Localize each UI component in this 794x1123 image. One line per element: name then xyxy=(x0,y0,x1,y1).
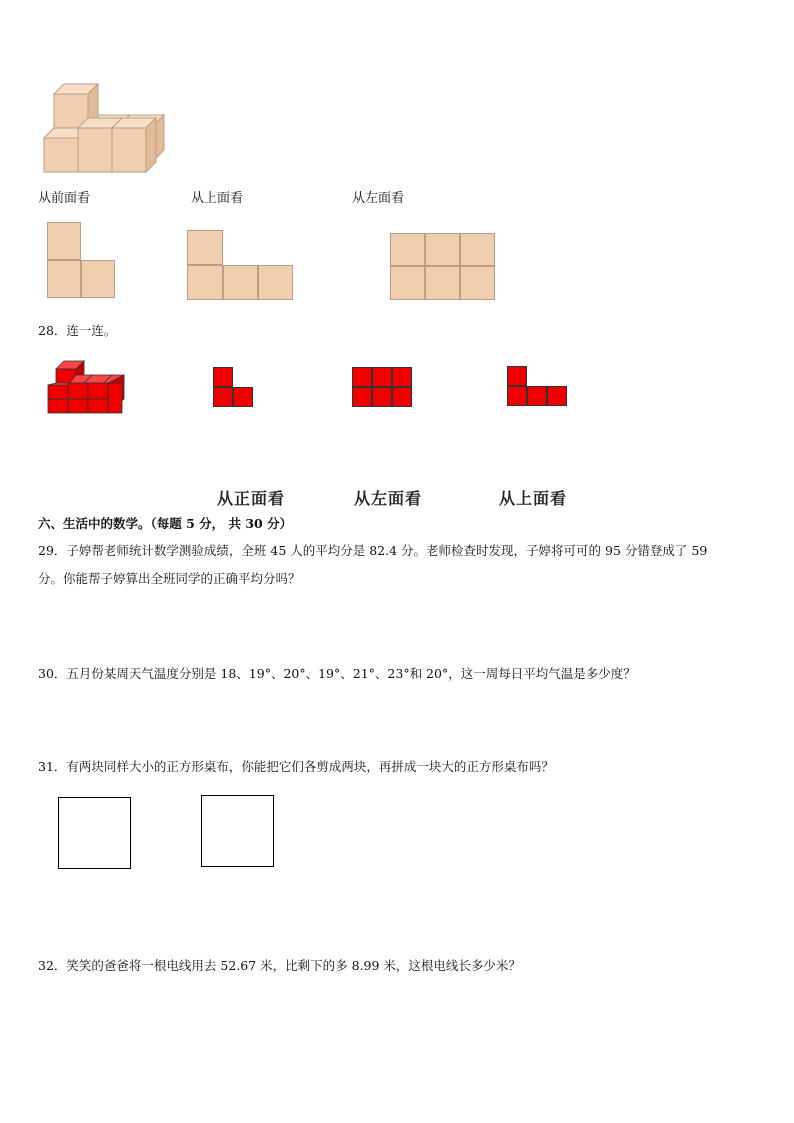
left-view-shape xyxy=(390,233,495,300)
square-tablecloth-2 xyxy=(201,795,274,867)
red-shape-l-small xyxy=(213,367,255,408)
top-view-shape xyxy=(187,230,293,300)
red-shape-l-wide xyxy=(507,366,567,407)
question-31: 31．有两块同样大小的正方形桌布，你能把它们各剪成两块，再拼成一块大的正方形桌布吗？ xyxy=(38,759,554,774)
front-view-shape xyxy=(47,222,117,298)
left-view-label: 从左面看 xyxy=(352,191,405,206)
question-30: 30．五月份某周天气温度分别是 18、19°、20°、19°、21°、23°和 20°，这一周每日平均气温是多少度？ xyxy=(38,666,636,681)
question-32: 32．笑笑的爸爸将一根电线用去 52.67 米，比剩下的多 8.99 米，这根电线长多少米？ xyxy=(38,958,521,973)
top-view-label: 从上面看 xyxy=(191,191,244,206)
label-front-view: 从正面看 xyxy=(217,489,286,508)
label-top-view: 从上面看 xyxy=(499,489,568,508)
question-29-line2: 分。你能帮子婷算出全班同学的正确平均分吗？ xyxy=(38,571,301,586)
question-28: 28．连一连。 xyxy=(38,323,117,338)
label-left-view: 从左面看 xyxy=(354,489,423,508)
red-cube-structure-3d xyxy=(44,355,128,417)
cube-structure-3d xyxy=(40,80,175,175)
square-tablecloth-1 xyxy=(58,797,131,869)
front-view-label: 从前面看 xyxy=(38,191,91,206)
red-shape-rectangle xyxy=(352,367,412,408)
section-6-title: 六、生活中的数学。（每题 5 分， 共 30 分） xyxy=(38,516,293,531)
question-29-line1: 29．子婷帮老师统计数学测验成绩，全班 45 人的平均分是 82.4 分。老师检查时发现，子婷将可可的 95 分错登成了 59 xyxy=(38,543,708,558)
